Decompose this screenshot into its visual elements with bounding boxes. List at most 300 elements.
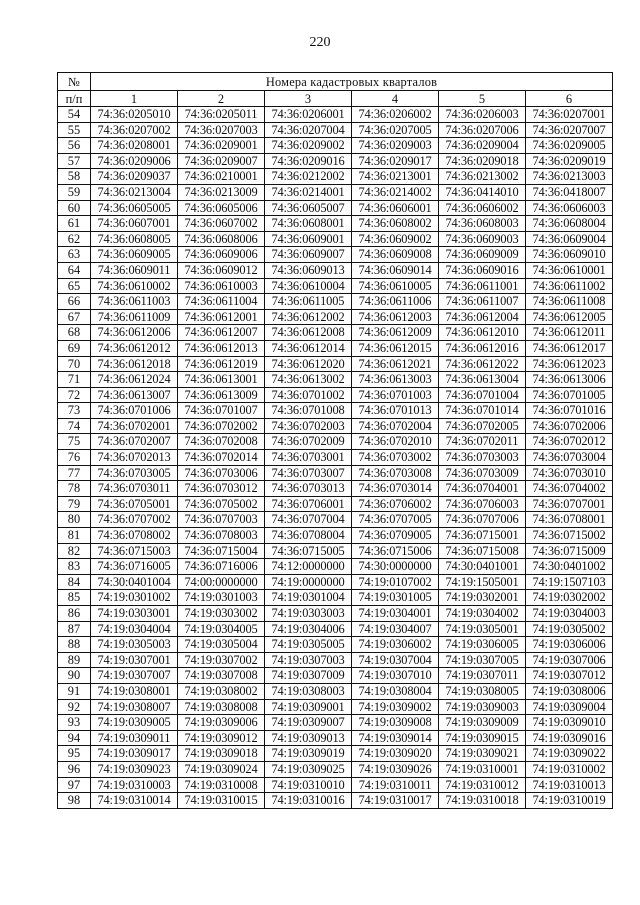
cadastral-number-cell: 74:36:0611007 [439,294,526,310]
cadastral-number-cell: 74:19:0308004 [352,683,439,699]
cadastral-number-cell: 74:36:0715003 [91,543,178,559]
cadastral-number-cell: 74:36:0612013 [178,340,265,356]
cadastral-number-cell: 74:36:0708002 [91,528,178,544]
cadastral-number-cell: 74:36:0606003 [526,200,613,216]
cadastral-number-cell: 74:19:0307004 [352,652,439,668]
cadastral-number-cell: 74:36:0612020 [265,356,352,372]
cadastral-number-cell: 74:36:0209018 [439,153,526,169]
row-number: 80 [58,512,91,528]
cadastral-number-cell: 74:36:0613009 [178,387,265,403]
cadastral-number-cell: 74:36:0611008 [526,294,613,310]
cadastral-number-cell: 74:19:0309016 [526,730,613,746]
row-number: 84 [58,574,91,590]
cadastral-number-cell: 74:36:0613007 [91,387,178,403]
cadastral-number-cell: 74:30:0000000 [352,559,439,575]
cadastral-number-cell: 74:36:0701016 [526,403,613,419]
row-number: 63 [58,247,91,263]
cadastral-number-cell: 74:19:0307005 [439,652,526,668]
cadastral-number-cell: 74:36:0608004 [526,216,613,232]
cadastral-number-cell: 74:36:0610005 [352,278,439,294]
cadastral-number-cell: 74:36:0613001 [178,372,265,388]
row-number: 98 [58,793,91,809]
cadastral-number-cell: 74:36:0612009 [352,325,439,341]
row-number: 72 [58,387,91,403]
cadastral-number-cell: 74:19:0307008 [178,668,265,684]
cadastral-number-cell: 74:19:0308005 [439,683,526,699]
cadastral-number-cell: 74:36:0209005 [526,138,613,154]
row-number: 73 [58,403,91,419]
row-number: 65 [58,278,91,294]
table-row [58,761,613,777]
table-row [58,715,613,731]
cadastral-number-cell: 74:19:0309005 [91,715,178,731]
table-row [58,309,613,325]
cadastral-number-cell: 74:36:0609007 [265,247,352,263]
cadastral-number-cell: 74:19:0304001 [352,606,439,622]
cadastral-number-cell: 74:36:0702004 [352,418,439,434]
cadastral-number-cell: 74:36:0611004 [178,294,265,310]
cadastral-number-cell: 74:36:0605007 [265,200,352,216]
cadastral-number-cell: 74:36:0716005 [91,559,178,575]
cadastral-number-cell: 74:36:0611006 [352,294,439,310]
table-row [58,122,613,138]
cadastral-number-cell: 74:36:0702014 [178,450,265,466]
cadastral-number-cell: 74:36:0701004 [439,387,526,403]
cadastral-number-cell: 74:19:0307011 [439,668,526,684]
table-row [58,403,613,419]
table-row [58,668,613,684]
cadastral-number-cell: 74:36:0715005 [265,543,352,559]
cadastral-number-cell: 74:36:0707002 [91,512,178,528]
cadastral-number-cell: 74:36:0612022 [439,356,526,372]
table-row [58,699,613,715]
cadastral-number-cell: 74:36:0702013 [91,450,178,466]
cadastral-number-cell: 74:19:0310012 [439,777,526,793]
cadastral-number-cell: 74:36:0702005 [439,418,526,434]
cadastral-number-cell: 74:36:0707004 [265,512,352,528]
cadastral-number-cell: 74:19:0307007 [91,668,178,684]
table-row [58,325,613,341]
cadastral-number-cell: 74:36:0612007 [178,325,265,341]
cadastral-number-cell: 74:36:0612002 [265,309,352,325]
cadastral-number-cell: 74:36:0701013 [352,403,439,419]
cadastral-number-cell: 74:19:0000000 [265,574,352,590]
cadastral-number-cell: 74:19:0301003 [178,590,265,606]
cadastral-number-cell: 74:36:0610003 [178,278,265,294]
row-number: 58 [58,169,91,185]
cadastral-number-cell: 74:36:0611009 [91,309,178,325]
cadastral-number-cell: 74:19:0309023 [91,761,178,777]
cadastral-number-cell: 74:36:0702009 [265,434,352,450]
cadastral-number-cell: 74:36:0212002 [265,169,352,185]
table-header [58,73,613,107]
cadastral-number-cell: 74:36:0707006 [439,512,526,528]
cadastral-number-cell: 74:19:1505001 [439,574,526,590]
cadastral-number-cell: 74:30:0401004 [91,574,178,590]
cadastral-number-cell: 74:36:0701003 [352,387,439,403]
cadastral-number-cell: 74:36:0205011 [178,107,265,123]
cadastral-number-cell: 74:19:0308002 [178,683,265,699]
table-row [58,793,613,809]
cadastral-number-cell: 74:19:0301004 [265,590,352,606]
cadastral-number-cell: 74:36:0605006 [178,200,265,216]
row-number: 97 [58,777,91,793]
cadastral-number-cell: 74:36:0707005 [352,512,439,528]
cadastral-number-cell: 74:36:0612015 [352,340,439,356]
cadastral-number-cell: 74:36:0703007 [265,465,352,481]
cadastral-number-cell: 74:36:0703002 [352,450,439,466]
cadastral-number-cell: 74:36:0703008 [352,465,439,481]
row-number: 75 [58,434,91,450]
cadastral-number-cell: 74:19:1507103 [526,574,613,590]
cadastral-number-cell: 74:36:0611001 [439,278,526,294]
cadastral-number-cell: 74:36:0704002 [526,481,613,497]
cadastral-quarters-table [57,72,613,809]
cadastral-number-cell: 74:36:0213002 [439,169,526,185]
cadastral-number-cell: 74:36:0612010 [439,325,526,341]
table-row [58,372,613,388]
cadastral-number-cell: 74:36:0607002 [178,216,265,232]
cadastral-number-cell: 74:36:0608003 [439,216,526,232]
cadastral-number-cell: 74:19:0309017 [91,746,178,762]
cadastral-number-cell: 74:36:0701006 [91,403,178,419]
cadastral-number-cell: 74:19:0309004 [526,699,613,715]
cadastral-number-cell: 74:36:0703006 [178,465,265,481]
cadastral-number-cell: 74:36:0612001 [178,309,265,325]
cadastral-number-cell: 74:19:0309010 [526,715,613,731]
row-number: 89 [58,652,91,668]
cadastral-number-cell: 74:19:0305005 [265,637,352,653]
row-number: 96 [58,761,91,777]
cadastral-number-cell: 74:36:0609006 [178,247,265,263]
cadastral-number-cell: 74:36:0613006 [526,372,613,388]
cadastral-number-cell: 74:36:0209006 [91,153,178,169]
row-number: 86 [58,606,91,622]
cadastral-number-cell: 74:36:0209003 [352,138,439,154]
cadastral-number-cell: 74:19:0310001 [439,761,526,777]
cadastral-number-cell: 74:36:0613004 [439,372,526,388]
cadastral-number-cell: 74:19:0310018 [439,793,526,809]
cadastral-number-cell: 74:36:0703009 [439,465,526,481]
cadastral-number-cell: 74:19:0307006 [526,652,613,668]
table-row [58,434,613,450]
row-number: 78 [58,481,91,497]
table-row [58,465,613,481]
table-row [58,216,613,232]
header-title: Номера кадастровых кварталов [91,73,613,91]
cadastral-number-cell: 74:19:0305004 [178,637,265,653]
cadastral-number-cell: 74:19:0309003 [439,699,526,715]
cadastral-number-cell: 74:36:0715008 [439,543,526,559]
cadastral-number-cell: 74:36:0611005 [265,294,352,310]
cadastral-number-cell: 74:36:0609016 [439,262,526,278]
table-row [58,730,613,746]
cadastral-number-cell: 74:36:0706003 [439,496,526,512]
cadastral-number-cell: 74:19:0303001 [91,606,178,622]
table-row [58,652,613,668]
cadastral-number-cell: 74:36:0612023 [526,356,613,372]
cadastral-number-cell: 74:36:0701005 [526,387,613,403]
cadastral-number-cell: 74:36:0213009 [178,184,265,200]
row-number: 59 [58,184,91,200]
cadastral-number-cell: 74:19:0309011 [91,730,178,746]
cadastral-number-cell: 74:36:0610004 [265,278,352,294]
cadastral-number-cell: 74:36:0207006 [439,122,526,138]
table-row [58,528,613,544]
table-row [58,777,613,793]
cadastral-number-cell: 74:36:0708004 [265,528,352,544]
row-number: 74 [58,418,91,434]
cadastral-number-cell: 74:36:0612014 [265,340,352,356]
cadastral-number-cell: 74:36:0611002 [526,278,613,294]
cadastral-number-cell: 74:19:0309026 [352,761,439,777]
cadastral-number-cell: 74:36:0708001 [526,512,613,528]
cadastral-number-cell: 74:19:0308007 [91,699,178,715]
header-number-sign: № [58,73,91,91]
cadastral-number-cell: 74:19:0309009 [439,715,526,731]
cadastral-number-cell: 74:36:0612012 [91,340,178,356]
cadastral-number-cell: 74:36:0705001 [91,496,178,512]
cadastral-number-cell: 74:36:0605005 [91,200,178,216]
cadastral-number-cell: 74:36:0703012 [178,481,265,497]
cadastral-number-cell: 74:36:0612011 [526,325,613,341]
cadastral-number-cell: 74:36:0206001 [265,107,352,123]
table-row [58,278,613,294]
row-number: 71 [58,372,91,388]
cadastral-number-cell: 74:19:0309015 [439,730,526,746]
table-row [58,559,613,575]
cadastral-number-cell: 74:36:0612008 [265,325,352,341]
cadastral-number-cell: 74:36:0703013 [265,481,352,497]
cadastral-number-cell: 74:36:0612005 [526,309,613,325]
cadastral-number-cell: 74:36:0607001 [91,216,178,232]
table-row [58,107,613,123]
table-row [58,231,613,247]
cadastral-number-cell: 74:36:0702012 [526,434,613,450]
cadastral-number-cell: 74:36:0609004 [526,231,613,247]
cadastral-number-cell: 74:19:0309008 [352,715,439,731]
cadastral-number-cell: 74:36:0207007 [526,122,613,138]
cadastral-number-cell: 74:36:0609003 [439,231,526,247]
row-number: 91 [58,683,91,699]
cadastral-number-cell: 74:36:0609001 [265,231,352,247]
cadastral-number-cell: 74:36:0703011 [91,481,178,497]
table-row [58,481,613,497]
cadastral-number-cell: 74:36:0209007 [178,153,265,169]
cadastral-number-cell: 74:19:0309021 [439,746,526,762]
cadastral-number-cell: 74:00:0000000 [178,574,265,590]
cadastral-number-cell: 74:36:0610002 [91,278,178,294]
cadastral-number-cell: 74:19:0309006 [178,715,265,731]
cadastral-number-cell: 74:19:0306005 [439,637,526,653]
cadastral-number-cell: 74:36:0418007 [526,184,613,200]
cadastral-number-cell: 74:36:0612019 [178,356,265,372]
cadastral-number-cell: 74:36:0701007 [178,403,265,419]
table-row [58,418,613,434]
row-number: 68 [58,325,91,341]
cadastral-number-cell: 74:36:0214001 [265,184,352,200]
cadastral-number-cell: 74:36:0608001 [265,216,352,232]
row-number: 92 [58,699,91,715]
table-row [58,262,613,278]
row-number: 66 [58,294,91,310]
cadastral-number-cell: 74:19:0309012 [178,730,265,746]
cadastral-number-cell: 74:36:0701014 [439,403,526,419]
cadastral-number-cell: 74:36:0609010 [526,247,613,263]
cadastral-number-cell: 74:19:0310011 [352,777,439,793]
cadastral-number-cell: 74:36:0613003 [352,372,439,388]
cadastral-number-cell: 74:36:0708003 [178,528,265,544]
cadastral-number-cell: 74:36:0715001 [439,528,526,544]
cadastral-number-cell: 74:19:0309014 [352,730,439,746]
cadastral-number-cell: 74:36:0706001 [265,496,352,512]
cadastral-number-cell: 74:19:0307002 [178,652,265,668]
cadastral-number-cell: 74:19:0309002 [352,699,439,715]
cadastral-number-cell: 74:36:0612016 [439,340,526,356]
cadastral-number-cell: 74:19:0308006 [526,683,613,699]
cadastral-number-cell: 74:19:0307012 [526,668,613,684]
row-number: 55 [58,122,91,138]
row-number: 62 [58,231,91,247]
cadastral-number-cell: 74:19:0305001 [439,621,526,637]
header-row-title [58,73,613,91]
cadastral-number-cell: 74:19:0308001 [91,683,178,699]
cadastral-number-cell: 74:19:0310002 [526,761,613,777]
row-number: 77 [58,465,91,481]
cadastral-number-cell: 74:36:0612017 [526,340,613,356]
cadastral-number-cell: 74:36:0205010 [91,107,178,123]
cadastral-number-cell: 74:19:0306002 [352,637,439,653]
cadastral-number-cell: 74:36:0609014 [352,262,439,278]
cadastral-number-cell: 74:19:0310015 [178,793,265,809]
cadastral-number-cell: 74:19:0309024 [178,761,265,777]
cadastral-number-cell: 74:36:0709005 [352,528,439,544]
table-row [58,606,613,622]
cadastral-number-cell: 74:19:0309013 [265,730,352,746]
cadastral-number-cell: 74:36:0612024 [91,372,178,388]
cadastral-number-cell: 74:19:0304003 [526,606,613,622]
cadastral-number-cell: 74:19:0308003 [265,683,352,699]
cadastral-number-cell: 74:19:0304005 [178,621,265,637]
cadastral-number-cell: 74:36:0209002 [265,138,352,154]
cadastral-number-cell: 74:36:0206002 [352,107,439,123]
cadastral-number-cell: 74:36:0706002 [352,496,439,512]
row-number: 64 [58,262,91,278]
row-number: 90 [58,668,91,684]
cadastral-number-cell: 74:36:0210001 [178,169,265,185]
cadastral-number-cell: 74:36:0702001 [91,418,178,434]
cadastral-number-cell: 74:36:0209019 [526,153,613,169]
row-number: 83 [58,559,91,575]
cadastral-number-cell: 74:36:0209004 [439,138,526,154]
header-column-1: 1 [91,91,178,107]
row-number: 67 [58,309,91,325]
cadastral-number-cell: 74:36:0209017 [352,153,439,169]
table-row [58,450,613,466]
cadastral-number-cell: 74:36:0715002 [526,528,613,544]
cadastral-number-cell: 74:36:0703014 [352,481,439,497]
table-row [58,356,613,372]
cadastral-number-cell: 74:19:0304002 [439,606,526,622]
cadastral-number-cell: 74:19:0309001 [265,699,352,715]
cadastral-number-cell: 74:19:0305002 [526,621,613,637]
table-row [58,387,613,403]
cadastral-number-cell: 74:19:0310010 [265,777,352,793]
cadastral-number-cell: 74:19:0308008 [178,699,265,715]
row-number: 87 [58,621,91,637]
cadastral-number-cell: 74:19:0304006 [265,621,352,637]
cadastral-number-cell: 74:19:0310008 [178,777,265,793]
cadastral-number-cell: 74:19:0307009 [265,668,352,684]
cadastral-number-cell: 74:36:0609008 [352,247,439,263]
cadastral-number-cell: 74:36:0609002 [352,231,439,247]
row-number: 82 [58,543,91,559]
row-number: 61 [58,216,91,232]
cadastral-number-cell: 74:36:0213003 [526,169,613,185]
cadastral-number-cell: 74:36:0702007 [91,434,178,450]
cadastral-number-cell: 74:36:0702008 [178,434,265,450]
page-number: 220 [309,35,331,50]
cadastral-number-cell: 74:36:0608002 [352,216,439,232]
cadastral-number-cell: 74:36:0715004 [178,543,265,559]
cadastral-number-cell: 74:30:0401001 [439,559,526,575]
table-row [58,184,613,200]
cadastral-number-cell: 74:19:0309019 [265,746,352,762]
cadastral-number-cell: 74:19:0302001 [439,590,526,606]
row-number: 56 [58,138,91,154]
cadastral-number-cell: 74:36:0609013 [265,262,352,278]
header-row-columns [58,91,613,107]
cadastral-number-cell: 74:36:0207002 [91,122,178,138]
cadastral-number-cell: 74:36:0608006 [178,231,265,247]
cadastral-number-cell: 74:36:0703010 [526,465,613,481]
cadastral-number-cell: 74:19:0309022 [526,746,613,762]
table-row [58,621,613,637]
cadastral-number-cell: 74:19:0310014 [91,793,178,809]
table-row [58,543,613,559]
row-number: 93 [58,715,91,731]
cadastral-number-cell: 74:36:0704001 [439,481,526,497]
cadastral-number-cell: 74:36:0609011 [91,262,178,278]
row-number: 88 [58,637,91,653]
cadastral-number-cell: 74:36:0206003 [439,107,526,123]
cadastral-number-cell: 74:36:0716006 [178,559,265,575]
cadastral-number-cell: 74:36:0715009 [526,543,613,559]
table-body [58,107,613,809]
cadastral-number-cell: 74:19:0310016 [265,793,352,809]
cadastral-number-cell: 74:36:0613002 [265,372,352,388]
cadastral-number-cell: 74:19:0307001 [91,652,178,668]
cadastral-number-cell: 74:36:0715006 [352,543,439,559]
cadastral-number-cell: 74:36:0213001 [352,169,439,185]
header-row-index-label: п/п [58,91,91,107]
cadastral-number-cell: 74:36:0702010 [352,434,439,450]
cadastral-number-cell: 74:19:0310003 [91,777,178,793]
cadastral-number-cell: 74:36:0702002 [178,418,265,434]
table-row [58,574,613,590]
cadastral-number-cell: 74:19:0309007 [265,715,352,731]
cadastral-number-cell: 74:36:0608005 [91,231,178,247]
cadastral-number-cell: 74:19:0310019 [526,793,613,809]
cadastral-number-cell: 74:36:0612021 [352,356,439,372]
cadastral-number-cell: 74:36:0703001 [265,450,352,466]
row-number: 81 [58,528,91,544]
cadastral-number-cell: 74:19:0107002 [352,574,439,590]
table-row [58,683,613,699]
row-number: 94 [58,730,91,746]
cadastral-number-cell: 74:19:0309025 [265,761,352,777]
table-row [58,138,613,154]
